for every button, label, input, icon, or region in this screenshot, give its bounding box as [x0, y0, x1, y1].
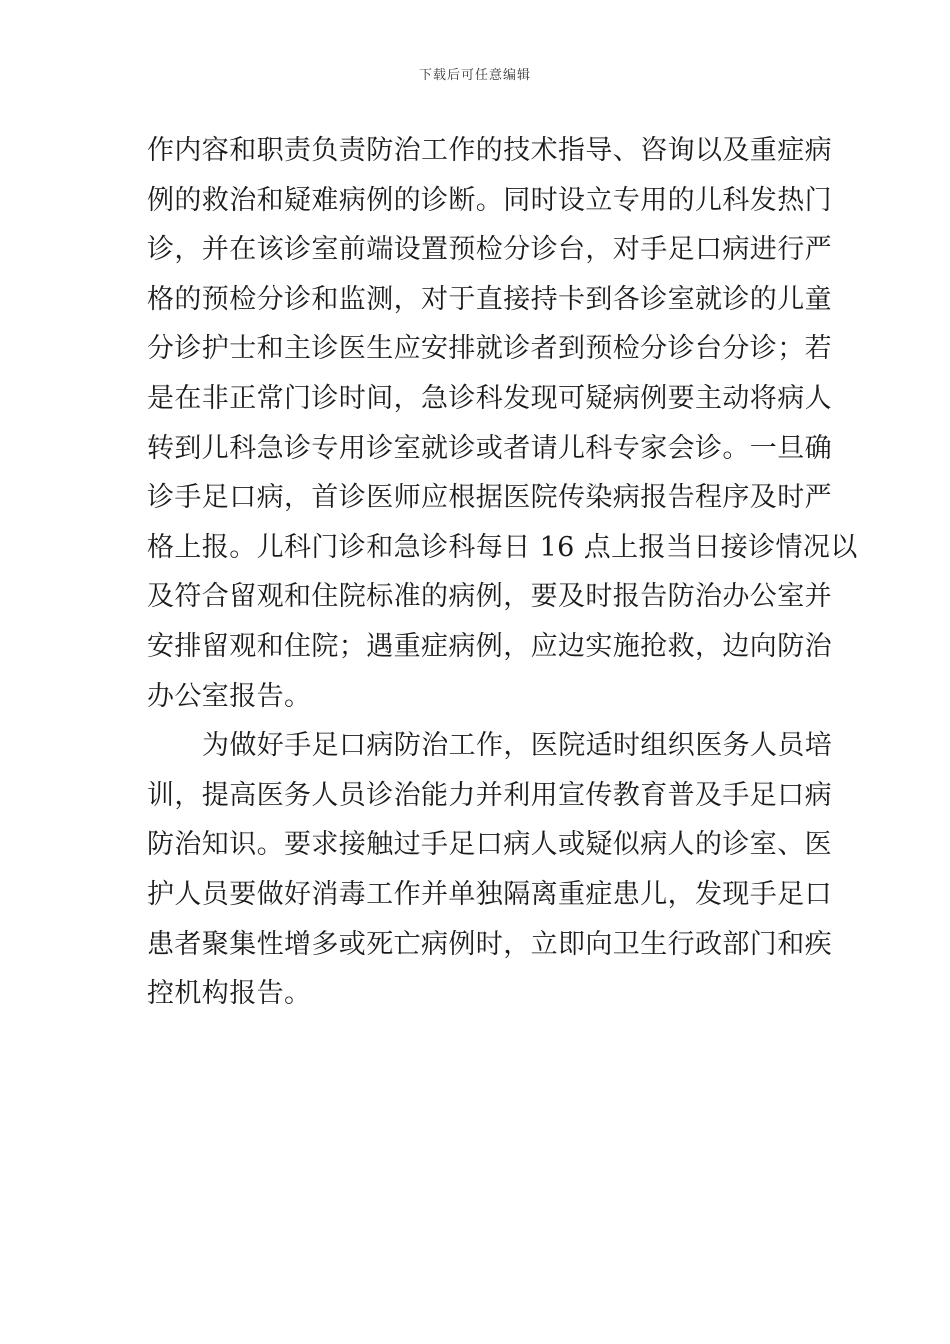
- text-line: 例的救治和疑难病例的诊断。同时设立专用的儿科发热门: [147, 184, 832, 216]
- text-line: 训，提高医务人员诊治能力并利用宣传教育普及手足口病: [147, 779, 832, 811]
- text-line: 格上报。儿科门诊和急诊科每日 16 点上报当日接诊情况以: [147, 531, 858, 563]
- text-line: 防治知识。要求接触过手足口病人或疑似病人的诊室、医: [147, 829, 832, 861]
- text-line: 是在非正常门诊时间，急诊科发现可疑病例要主动将病人: [147, 382, 832, 414]
- text-line: 作内容和职责负责防治工作的技术指导、咨询以及重症病: [147, 135, 832, 166]
- text-line: 及符合留观和住院标准的病例，要及时报告防治办公室并: [147, 581, 832, 613]
- text-line: 为做好手足口病防治工作，医院适时组织医务人员培: [202, 730, 833, 762]
- text-line: 格的预检分诊和监测，对于直接持卡到各诊室就诊的儿童: [147, 283, 832, 315]
- paragraph-2: [147, 721, 833, 1019]
- text-line: 分诊护士和主诊医生应安排就诊者到预检分诊台分诊；若: [147, 333, 832, 365]
- document-body: [147, 126, 858, 1019]
- page-header: 下载后可任意编辑: [418, 68, 531, 83]
- text-line: 患者聚集性增多或死亡病例时，立即向卫生行政部门和疾: [147, 928, 832, 960]
- text-line: 诊手足口病，首诊医师应根据医院传染病报告程序及时严: [147, 482, 832, 514]
- paragraph-1: [147, 126, 858, 721]
- text-line: 诊，并在该诊室前端设置预检分诊台，对手足口病进行严: [147, 234, 832, 266]
- text-line: 办公室报告。: [147, 680, 312, 712]
- text-line: 护人员要做好消毒工作并单独隔离重症患儿，发现手足口: [147, 878, 832, 910]
- text-line: 控机构报告。: [147, 978, 312, 1010]
- text-line: 转到儿科急诊专用诊室就诊或者请儿科专家会诊。一旦确: [147, 432, 832, 464]
- text-line: 安排留观和住院；遇重症病例，应边实施抢救，边向防治: [147, 630, 832, 662]
